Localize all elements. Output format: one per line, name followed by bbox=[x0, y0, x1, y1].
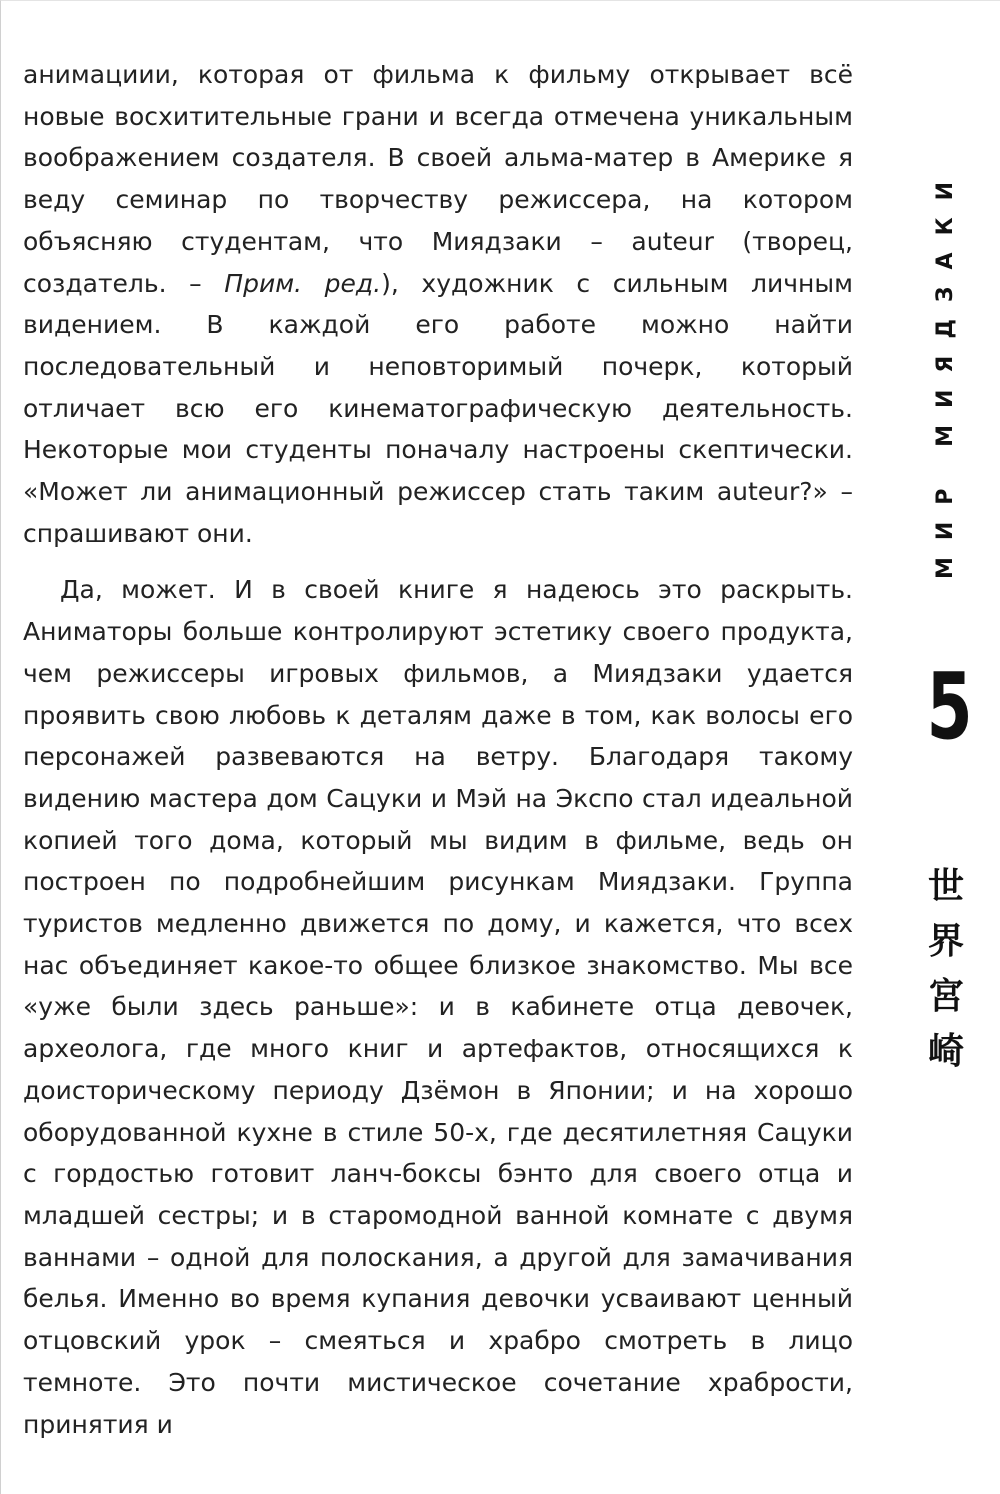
paragraph-2 bbox=[23, 569, 853, 1445]
paragraph-1-segment-2-italic: Прим. ред. bbox=[224, 268, 382, 298]
paragraph-2-segment-1: Да, может. И в своей книге я надеюсь это раскрыть. Аниматоры больше контролируют эстетику своего продукта, чем режиссеры игровых фильмов, а Миядзаки удается проявить свою любовь к деталям даже в том, как волосы его персонажей развеваются на ветру. Благодаря такому видению мастера дом Сацуки и Мэй на Экспо стал идеальной копией того дома, который мы видим в фильме, ведь он построен по подробнейшим рисункам Миядзаки. Группа туристов медленно движется по дому, и кажется, что всех нас объединяет какое-то общее близкое знакомство. Мы все «уже были здесь раньше»: и в кабинете отца девочек, археолога, где много книг и артефактов, относящихся к доисторическому периоду Дзёмон в Японии; и на хорошо оборудованной кухне в стиле 50-х, где десятилетняя Сацуки с гордостью готовит ланч-боксы бэнто для своего отца и младшей сестры; и в старомодной ванной комнате с двумя ваннами – одной для полоскания, а другой для замачивания белья. Именно во время купания девочки усваивают ценный отцовский урок – смеяться и храбро смотреть в лицо темноте. Это почти мистическое сочетание храбрости, принятия и bbox=[23, 575, 853, 1439]
paragraph-1 bbox=[23, 54, 853, 554]
kanji-title bbox=[921, 859, 971, 1079]
paragraph-1-segment-1: анимациии, которая от фильма к фильму открывает всё новые восхитительные грани и всегда отмечена уникальным воображением создателя. В своей альма-матер в Америке я веду семинар по творчеству режиссера, на котором объясняю студентам, что Миядзаки – auteur (творец, создатель. – bbox=[23, 60, 853, 298]
kanji-char-4: 崎 bbox=[927, 1031, 964, 1072]
volume-number: 5 bbox=[926, 653, 973, 760]
kanji-char-2: 界 bbox=[927, 921, 964, 962]
paragraph-1-segment-3: ), художник с сильным личным видением. В каждой его работе можно найти последовательный и неповторимый почерк, который отличает всю его кинематографическую деятельность. Некоторые мои студенты поначалу настроены скептически. «Может ли анимационный режиссер стать таким auteur?» – спрашивают они. bbox=[23, 268, 853, 548]
kanji-char-1: 世 bbox=[927, 866, 964, 907]
sidebar-series-title-text: МИР МИЯДЗАКИ bbox=[933, 165, 958, 579]
kanji-char-3: 宮 bbox=[927, 976, 964, 1017]
body-text bbox=[23, 54, 853, 1445]
